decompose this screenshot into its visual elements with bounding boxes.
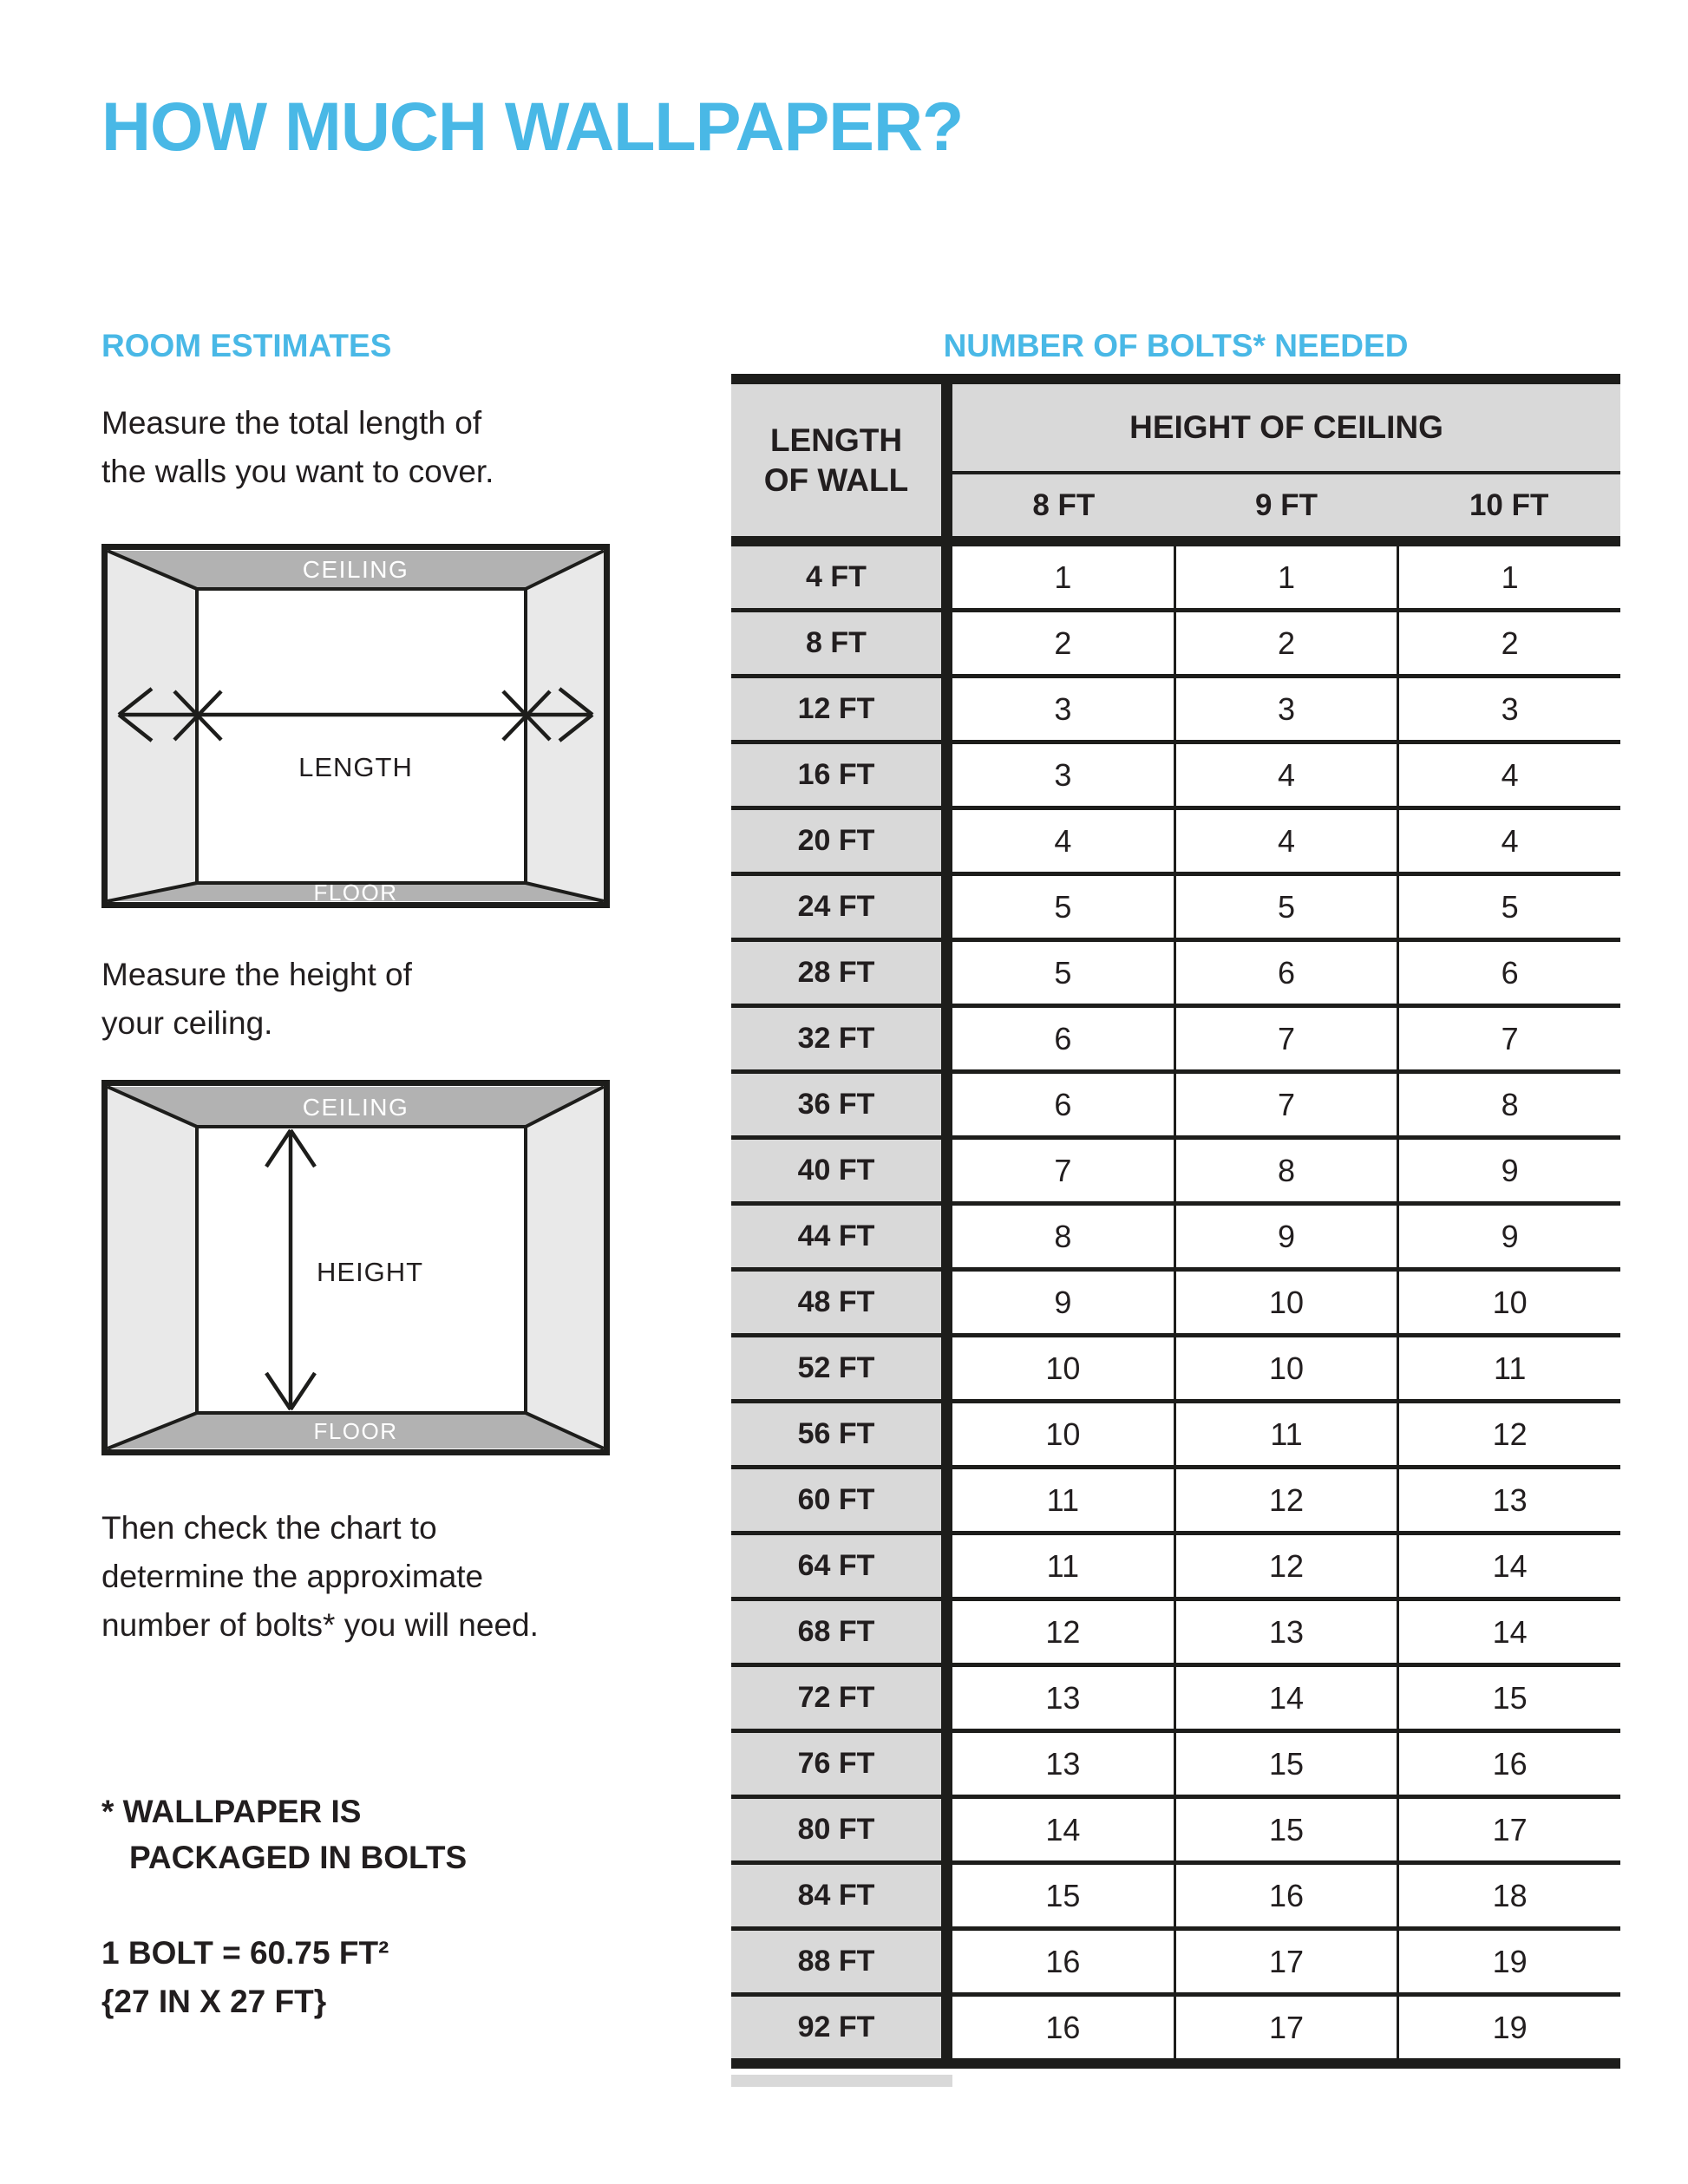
room-height-diagram [101, 1080, 610, 1455]
row-value: 19 [1397, 1931, 1620, 1992]
column-divider [941, 1601, 952, 1663]
row-value: 6 [952, 1074, 1174, 1135]
row-value: 8 [1174, 1140, 1397, 1201]
note-line: {27 IN X 27 FT} [101, 1984, 327, 2019]
row-label: 32 FT [731, 1008, 941, 1069]
length-of-wall-header [731, 384, 941, 536]
column-divider [941, 1206, 952, 1267]
floor-label: FLOOR [313, 879, 398, 906]
row-value: 12 [952, 1601, 1174, 1663]
column-divider [941, 612, 952, 674]
wallpaper-bolts-note [101, 1788, 467, 1880]
table-row [731, 1272, 1620, 1337]
bolts-table [731, 374, 1620, 2069]
ceiling-label: CEILING [302, 1094, 409, 1121]
row-value: 13 [952, 1667, 1174, 1729]
table-row [731, 1601, 1620, 1667]
instruction-line: number of bolts* you will need. [101, 1607, 539, 1643]
table-row [731, 1403, 1620, 1469]
row-value: 10 [952, 1337, 1174, 1399]
page-title: HOW MUCH WALLPAPER? [101, 88, 964, 165]
table-row [731, 1865, 1620, 1931]
table-row [731, 810, 1620, 876]
row-value: 6 [1174, 942, 1397, 1004]
row-value: 3 [1174, 678, 1397, 740]
row-value: 14 [952, 1799, 1174, 1860]
instruction-line: Then check the chart to [101, 1510, 437, 1546]
table-row [731, 1997, 1620, 2058]
row-value: 13 [1174, 1601, 1397, 1663]
bolt-size-note [101, 1929, 389, 2026]
row-value: 16 [1174, 1865, 1397, 1926]
row-value: 9 [1397, 1206, 1620, 1267]
column-divider [941, 1997, 952, 2058]
instruction-line: your ceiling. [101, 1005, 273, 1041]
row-value: 12 [1174, 1469, 1397, 1531]
table-row [731, 1931, 1620, 1997]
row-value: 13 [1397, 1469, 1620, 1531]
row-label: 64 FT [731, 1535, 941, 1597]
ceiling-label: CEILING [302, 556, 409, 583]
row-value: 17 [1174, 1931, 1397, 1992]
row-value: 15 [1174, 1733, 1397, 1795]
table-row [731, 678, 1620, 744]
column-header-9ft: 9 FT [1255, 487, 1318, 522]
row-value: 15 [952, 1865, 1174, 1926]
row-label: 56 FT [731, 1403, 941, 1465]
column-divider [941, 1074, 952, 1135]
table-row [731, 546, 1620, 612]
column-header-8ft: 8 FT [1032, 487, 1096, 522]
row-label: 88 FT [731, 1931, 941, 1992]
row-value: 2 [1397, 612, 1620, 674]
column-divider [941, 1733, 952, 1795]
row-label: 52 FT [731, 1337, 941, 1399]
row-value: 5 [1174, 876, 1397, 938]
row-value: 10 [1174, 1337, 1397, 1399]
table-row [731, 1337, 1620, 1403]
row-value: 4 [1174, 810, 1397, 872]
row-value: 16 [1397, 1733, 1620, 1795]
row-value: 4 [952, 810, 1174, 872]
column-divider [941, 1008, 952, 1069]
row-value: 8 [1397, 1074, 1620, 1135]
row-value: 15 [1174, 1799, 1397, 1860]
row-value: 16 [952, 1997, 1174, 2058]
row-value: 10 [1397, 1272, 1620, 1333]
column-divider [941, 1403, 952, 1465]
header-line: OF WALL [763, 461, 909, 498]
instruction-line: determine the approximate [101, 1559, 484, 1594]
table-row [731, 1799, 1620, 1865]
instruction-height [101, 951, 412, 1048]
row-value: 3 [1397, 678, 1620, 740]
column-divider [941, 942, 952, 1004]
column-header-10ft: 10 FT [1469, 487, 1549, 522]
column-divider [941, 744, 952, 806]
column-divider [941, 1272, 952, 1333]
row-value: 12 [1397, 1403, 1620, 1465]
table-row [731, 1140, 1620, 1206]
table-row [731, 1667, 1620, 1733]
row-value: 5 [1397, 876, 1620, 938]
column-divider [941, 876, 952, 938]
table-row [731, 1074, 1620, 1140]
table-footer-tab [731, 2075, 952, 2087]
row-label: 48 FT [731, 1272, 941, 1333]
table-row [731, 1733, 1620, 1799]
column-divider [941, 810, 952, 872]
row-value: 4 [1397, 744, 1620, 806]
row-label: 4 FT [731, 546, 941, 608]
row-value: 16 [952, 1931, 1174, 1992]
room-length-diagram [101, 544, 610, 908]
row-value: 13 [952, 1733, 1174, 1795]
row-value: 7 [952, 1140, 1174, 1201]
row-label: 28 FT [731, 942, 941, 1004]
column-divider [941, 1667, 952, 1729]
column-divider [941, 1469, 952, 1531]
row-value: 17 [1174, 1997, 1397, 2058]
row-label: 80 FT [731, 1799, 941, 1860]
row-label: 92 FT [731, 1997, 941, 2058]
length-label: LENGTH [298, 752, 413, 782]
row-value: 14 [1397, 1601, 1620, 1663]
note-line: 1 BOLT = 60.75 FT² [101, 1935, 389, 1971]
row-label: 72 FT [731, 1667, 941, 1729]
row-value: 9 [1174, 1206, 1397, 1267]
note-line: PACKAGED IN BOLTS [129, 1840, 468, 1875]
bolts-needed-heading: NUMBER OF BOLTS* NEEDED [943, 328, 1409, 363]
table-row [731, 1008, 1620, 1074]
row-value: 9 [952, 1272, 1174, 1333]
row-value: 6 [1397, 942, 1620, 1004]
row-label: 8 FT [731, 612, 941, 674]
row-value: 12 [1174, 1535, 1397, 1597]
row-value: 19 [1397, 1997, 1620, 2058]
column-divider [941, 1535, 952, 1597]
row-value: 10 [1174, 1272, 1397, 1333]
table-row [731, 942, 1620, 1008]
note-line: * WALLPAPER IS [101, 1794, 362, 1829]
row-value: 17 [1397, 1799, 1620, 1860]
column-divider [941, 546, 952, 608]
instruction-line: the walls you want to cover. [101, 454, 494, 489]
row-value: 8 [952, 1206, 1174, 1267]
row-value: 10 [952, 1403, 1174, 1465]
instruction-chart [101, 1504, 539, 1650]
column-divider [941, 1799, 952, 1860]
row-label: 20 FT [731, 810, 941, 872]
row-value: 2 [1174, 612, 1397, 674]
row-value: 7 [1397, 1008, 1620, 1069]
header-line: LENGTH [769, 422, 903, 458]
row-label: 60 FT [731, 1469, 941, 1531]
table-row [731, 1206, 1620, 1272]
row-label: 84 FT [731, 1865, 941, 1926]
room-perspective-drawing [101, 544, 610, 908]
row-label: 76 FT [731, 1733, 941, 1795]
row-value: 11 [1397, 1337, 1620, 1399]
row-value: 4 [1174, 744, 1397, 806]
row-value: 2 [952, 612, 1174, 674]
row-value: 14 [1174, 1667, 1397, 1729]
instruction-length [101, 399, 494, 496]
ceiling-height-header-group [952, 384, 1620, 536]
table-row [731, 612, 1620, 678]
column-divider [941, 1337, 952, 1399]
row-label: 44 FT [731, 1206, 941, 1267]
instruction-line: Measure the height of [101, 957, 412, 992]
column-divider [941, 1140, 952, 1201]
row-value: 7 [1174, 1074, 1397, 1135]
table-row [731, 1535, 1620, 1601]
table-header [731, 384, 1620, 546]
row-label: 12 FT [731, 678, 941, 740]
row-label: 68 FT [731, 1601, 941, 1663]
instruction-line: Measure the total length of [101, 405, 482, 441]
row-value: 11 [952, 1535, 1174, 1597]
row-value: 9 [1397, 1140, 1620, 1201]
floor-label: FLOOR [313, 1418, 398, 1444]
height-label: HEIGHT [317, 1257, 424, 1287]
row-value: 7 [1174, 1008, 1397, 1069]
table-row [731, 744, 1620, 810]
height-of-ceiling-header: HEIGHT OF CEILING [952, 384, 1620, 474]
column-divider [941, 1865, 952, 1926]
row-value: 1 [1174, 546, 1397, 608]
row-value: 11 [1174, 1403, 1397, 1465]
row-label: 40 FT [731, 1140, 941, 1201]
row-value: 3 [952, 744, 1174, 806]
column-divider [941, 1931, 952, 1992]
row-value: 11 [952, 1469, 1174, 1531]
row-value: 18 [1397, 1865, 1620, 1926]
row-value: 15 [1397, 1667, 1620, 1729]
row-value: 14 [1397, 1535, 1620, 1597]
row-value: 1 [952, 546, 1174, 608]
row-value: 6 [952, 1008, 1174, 1069]
room-estimates-heading: ROOM ESTIMATES [101, 328, 392, 363]
column-divider [941, 678, 952, 740]
row-label: 36 FT [731, 1074, 941, 1135]
column-divider [941, 384, 952, 536]
row-label: 16 FT [731, 744, 941, 806]
row-value: 3 [952, 678, 1174, 740]
row-value: 5 [952, 942, 1174, 1004]
row-value: 5 [952, 876, 1174, 938]
row-label: 24 FT [731, 876, 941, 938]
table-row [731, 1469, 1620, 1535]
row-value: 1 [1397, 546, 1620, 608]
row-value: 4 [1397, 810, 1620, 872]
ceiling-height-columns [952, 474, 1620, 536]
table-body [731, 546, 1620, 2058]
table-row [731, 876, 1620, 942]
